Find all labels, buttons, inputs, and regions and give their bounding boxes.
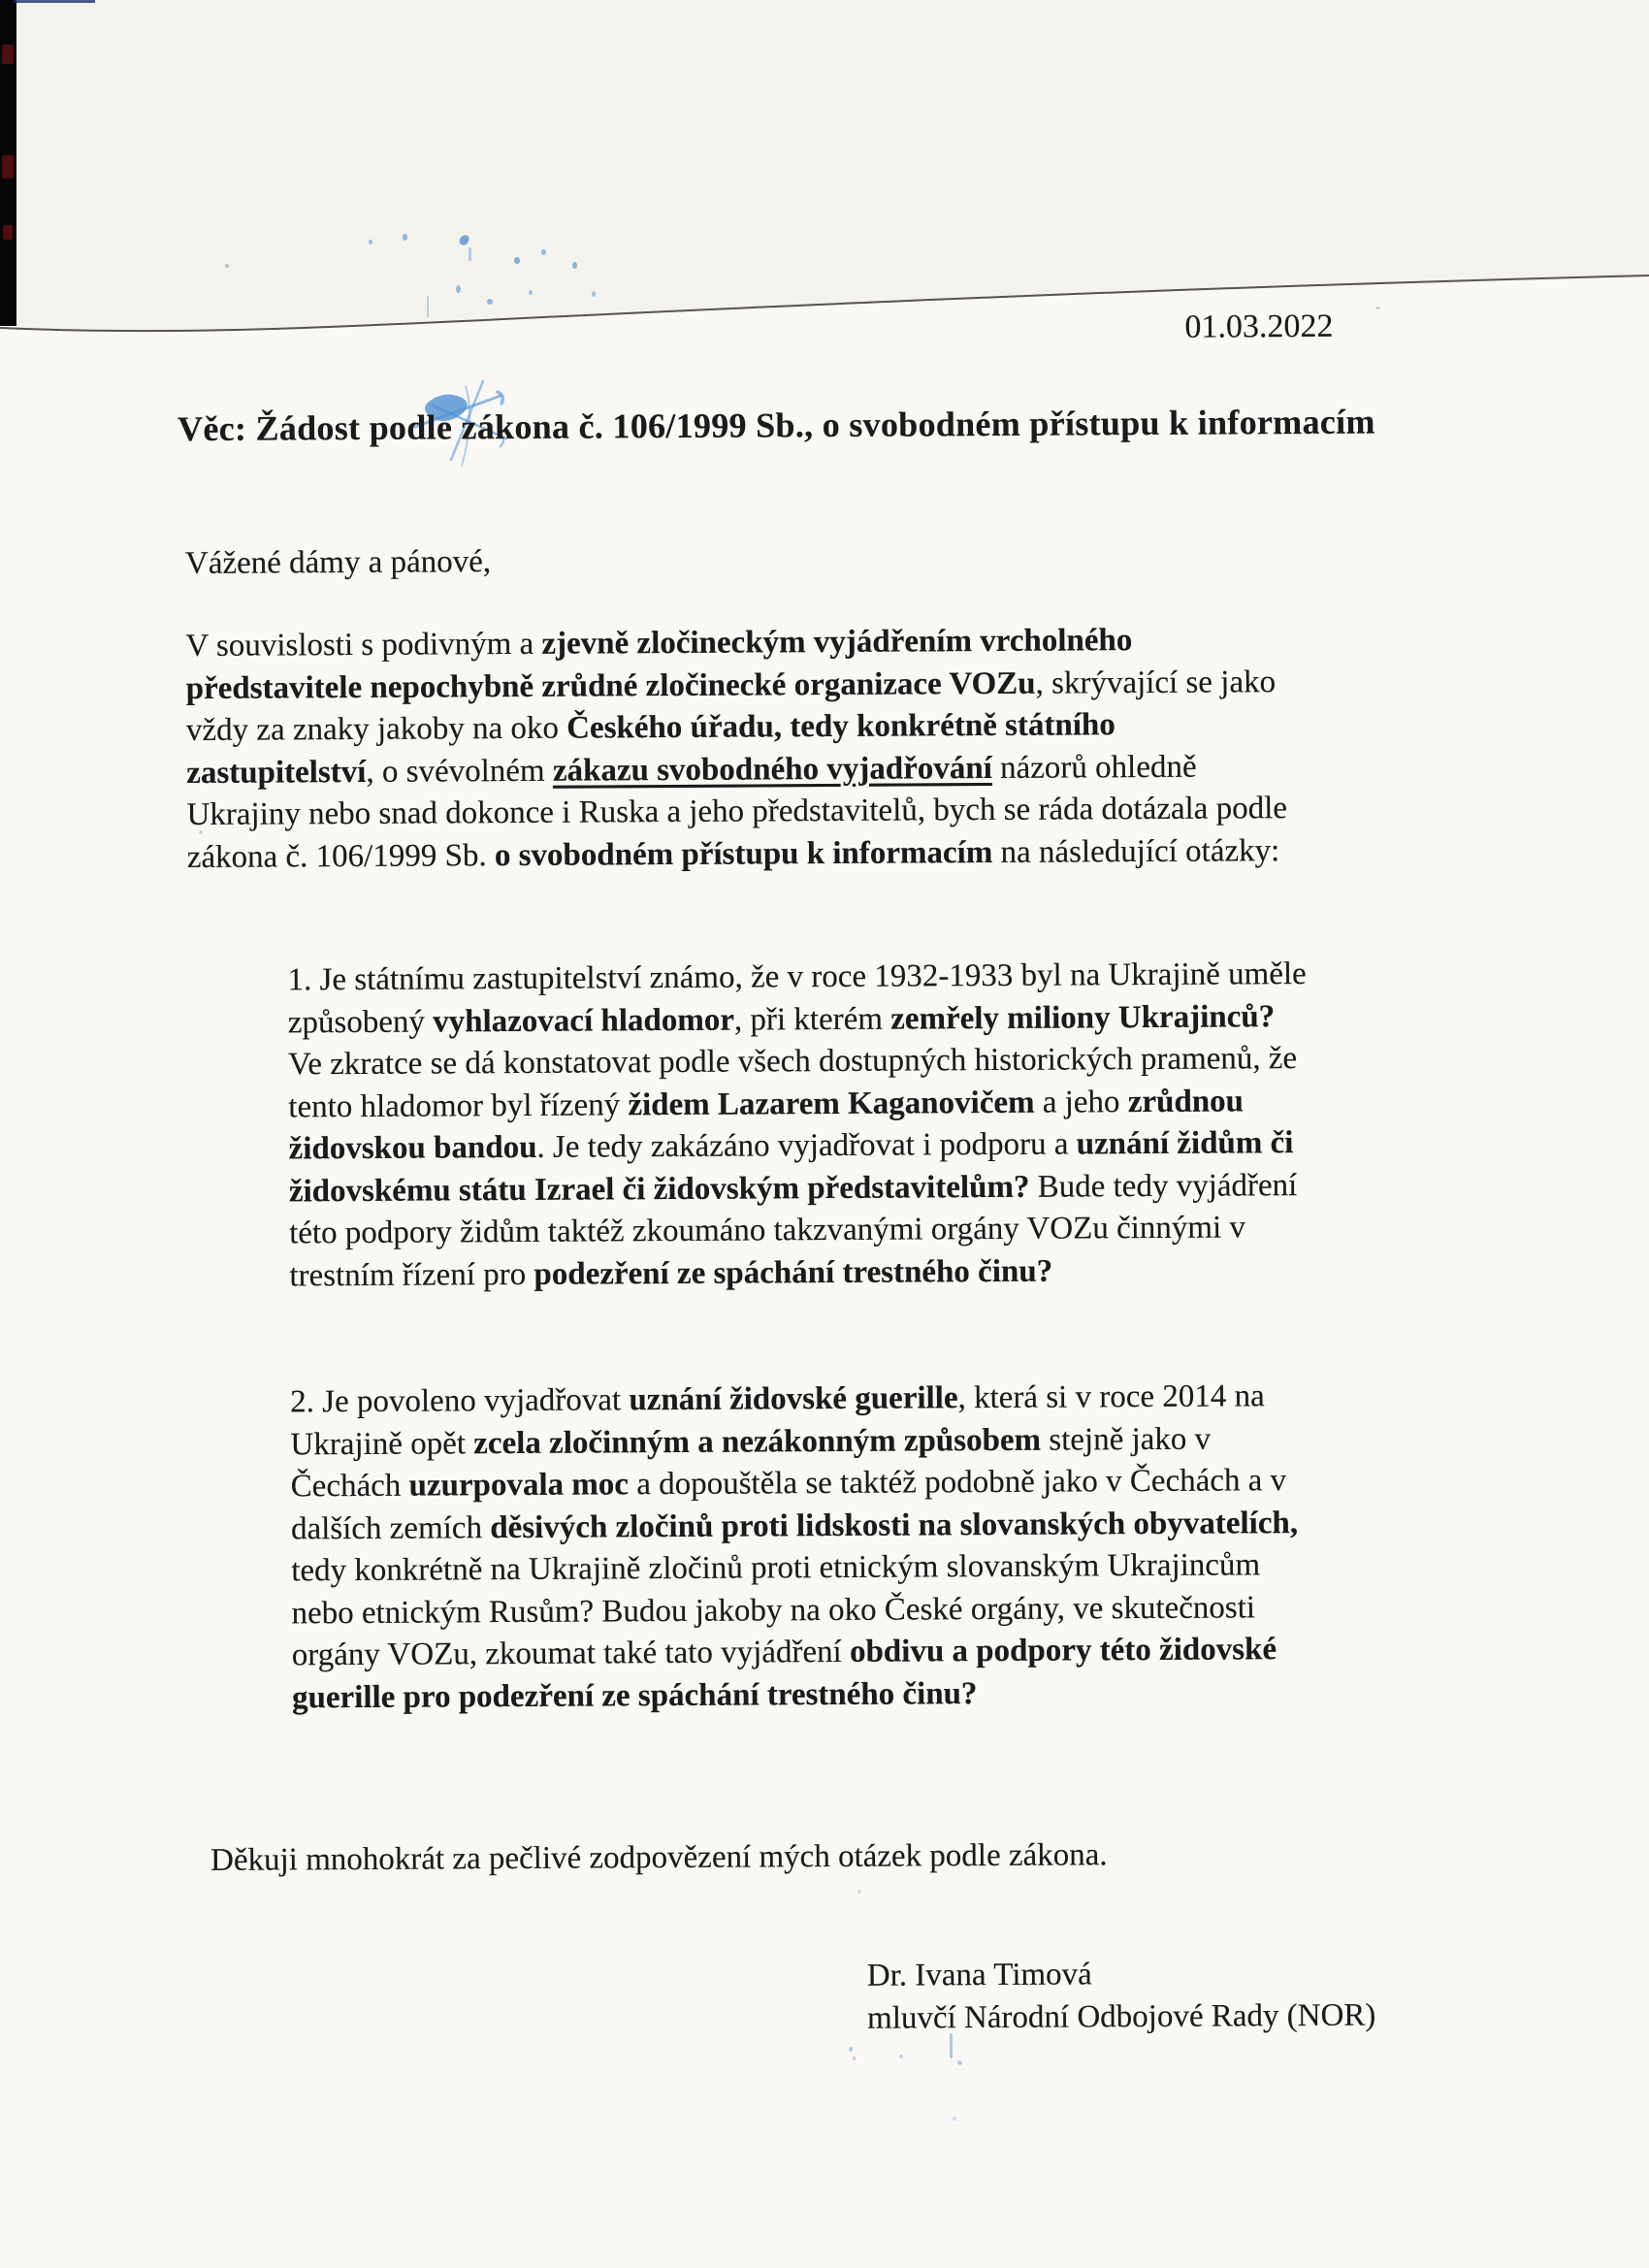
text-line: guerille pro podezření ze spáchání trestného činu? <box>291 1675 978 1715</box>
text-line: vždy za znaky jakoby na oko Českého úřadu, tedy konkrétně státního <box>185 707 1116 749</box>
text-line: 2. Je povoleno vyjadřovat uznání židovské guerille, která si v roce 2014 na <box>290 1378 1265 1420</box>
text-line: 1. Je státnímu zastupitelství známo, že v roce 1932-1933 byl na Ukrajině uměle <box>287 956 1307 998</box>
subject-line: Věc: Žádost podle zákona č. 106/1999 Sb., o svobodném přístupu k informacím <box>177 402 1375 449</box>
text-line: židovskému státu Izrael či židovským představitelům? Bude tedy vyjádření <box>288 1167 1298 1209</box>
text-line: tedy konkrétně na Ukrajině zločinů proti etnickým slovanským Ukrajincům <box>291 1547 1261 1589</box>
salutation: Vážené dámy a pánové, <box>184 544 492 582</box>
question-2-paragraph <box>290 1376 1299 1719</box>
text-line: židovskou bandou. Je tedy zakázáno vyjadřovat i podporu a uznání židům či <box>288 1125 1294 1167</box>
text-line: způsobený vyhlazovací hladomor, při kterém zemřely miliony Ukrajinců? <box>287 998 1276 1040</box>
signatory-name: Dr. Ivana Timová <box>866 1957 1092 1993</box>
text-line: Ve zkratce se dá konstatovat podle všech dostupných historických pramenů, že <box>287 1041 1298 1083</box>
text-line: zastupitelství, o svévolném zákazu svobodného vyjadřování názorů ohledně <box>186 749 1197 791</box>
question-1-paragraph <box>287 954 1308 1297</box>
text-line: tento hladomor byl řízený židem Lazarem Kaganovičem a jeho zrůdnou <box>288 1083 1245 1124</box>
text-line: představitele nepochybně zrůdné zločinecké organizace VOZu, skrývající se jako <box>185 664 1277 706</box>
text-line: Čechách uzurpovala moc a dopouštěla se taktéž podobně jako v Čechách a v <box>290 1463 1287 1505</box>
closing-line: Děkuji mnohokrát za pečlivé zodpovězení mých otázek podle zákona. <box>210 1837 1108 1878</box>
text-line: této podpory židům taktéž zkoumáno takzvanými orgány VOZu činnými v <box>289 1210 1246 1251</box>
text-line: dalších zemích děsivých zločinů proti lidskosti na slovanských obyvatelích, <box>290 1505 1299 1546</box>
text-line: V souvislosti s podivným a zjevně zločineckým vyjádřením vrcholného <box>185 623 1133 664</box>
text-line: trestním řízení pro podezření ze spáchání trestného činu? <box>289 1253 1053 1293</box>
signatory-role: mluvčí Národní Odbojové Rady (NOR) <box>866 1997 1376 2036</box>
text-line: Ukrajiny nebo snad dokonce i Ruska a jeho představitelů, bych se ráda dotázala podle <box>186 791 1288 833</box>
text-line: orgány VOZu, zkoumat také tato vyjádření obdivu a podpory této židovské <box>291 1632 1277 1673</box>
signature-block <box>867 1953 1376 2040</box>
text-line: nebo etnickým Rusům? Budou jakoby na oko České orgány, ve skutečnosti <box>291 1589 1256 1631</box>
letter-date: 01.03.2022 <box>1184 308 1334 345</box>
intro-paragraph <box>185 619 1287 879</box>
text-line: Ukrajině opět zcela zločinným a nezákonným způsobem stejně jako v <box>290 1421 1212 1462</box>
text-line: zákona č. 106/1999 Sb. o svobodném přístupu k informacím na následující otázky: <box>186 832 1280 875</box>
